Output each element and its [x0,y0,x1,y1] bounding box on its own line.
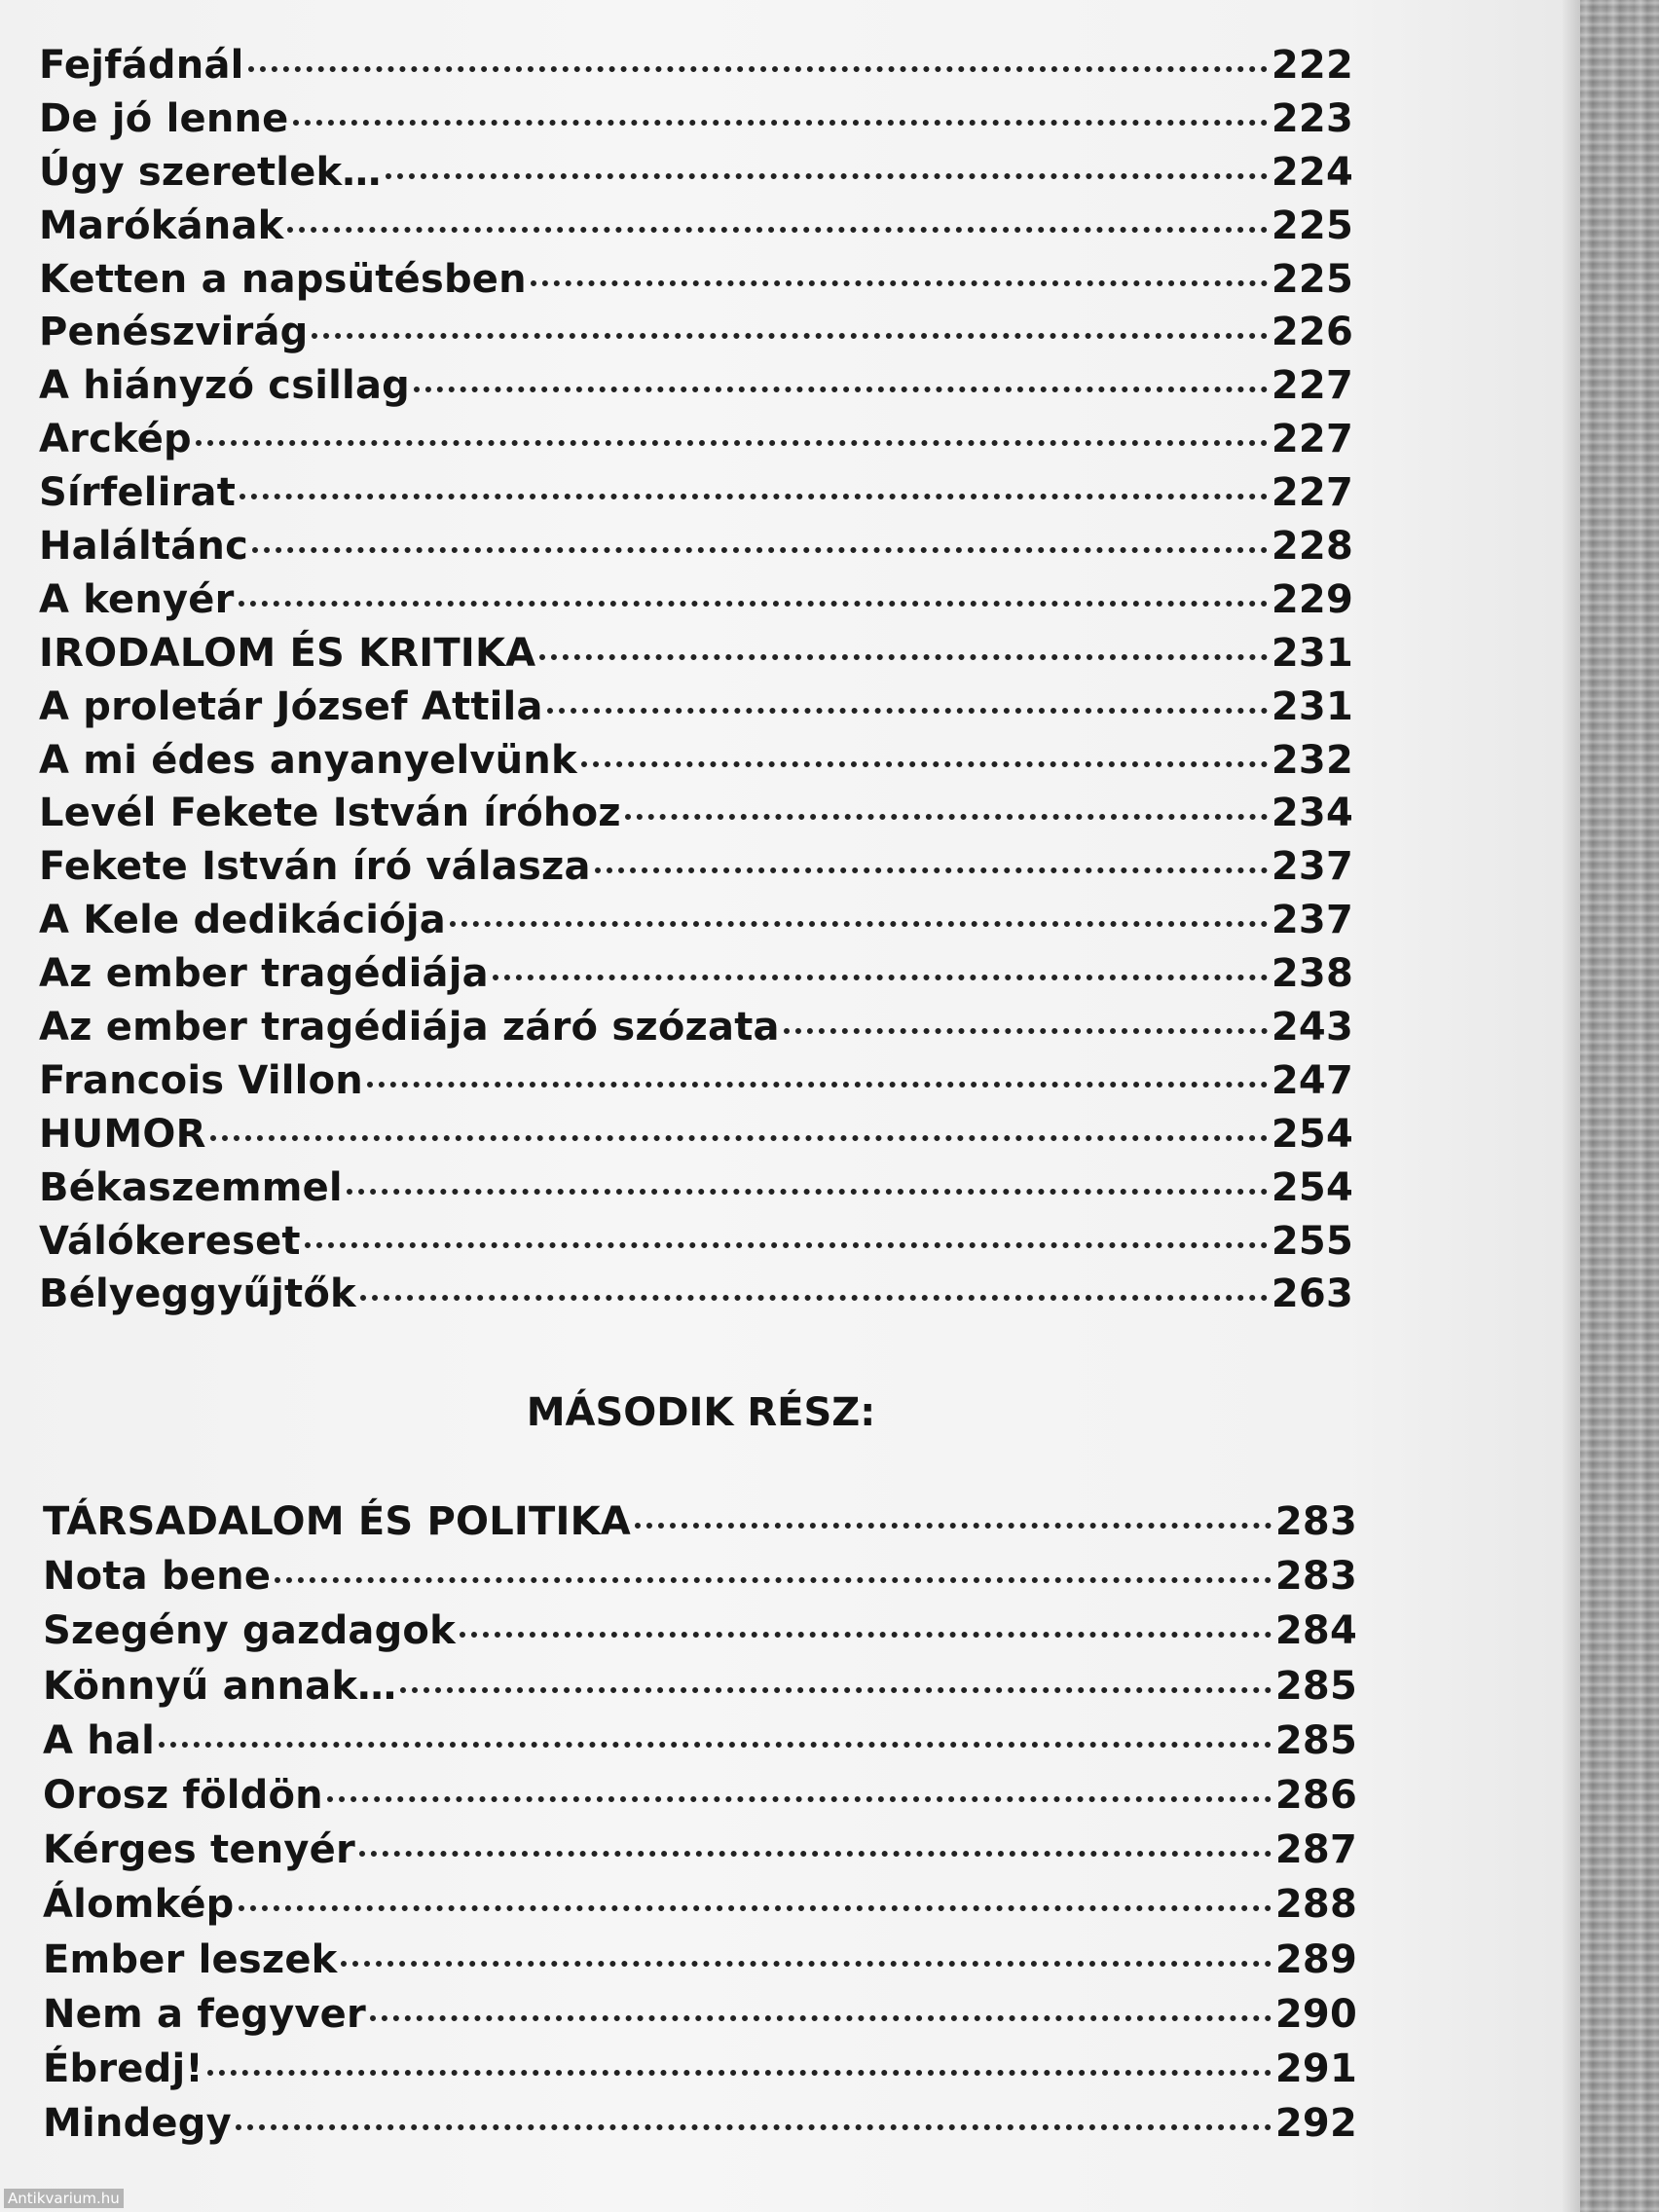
dot-leader [347,1189,1268,1195]
dot-leader [305,1242,1268,1248]
toc-entry-page-number: 286 [1274,1772,1357,1818]
toc-entry-title: HUMOR [39,1111,206,1157]
toc-entry-page-number: 224 [1271,149,1353,195]
toc-entry [39,1005,1353,1058]
toc-entry [43,1608,1357,1663]
toc-entry [39,96,1353,150]
table-of-contents-part-two [43,1499,1357,2156]
dot-leader [625,814,1268,820]
toc-entry-title: A proletár József Attila [39,683,543,729]
toc-entry-page-number: 231 [1271,683,1353,729]
toc-entry [39,363,1353,417]
wooden-background [1580,0,1659,2212]
dot-leader [287,227,1267,233]
dot-leader [327,1796,1272,1802]
toc-entry [43,1882,1357,1936]
dot-leader [252,547,1268,553]
page-edge [1563,0,1580,2212]
toc-entry [39,43,1353,96]
toc-entry-title: A hal [43,1717,156,1763]
toc-entry [39,1165,1353,1219]
dot-leader [236,2124,1272,2130]
table-of-contents-part-one [39,43,1353,1325]
dot-leader [359,1851,1272,1857]
dot-leader [581,761,1268,767]
toc-entry-page-number: 291 [1274,2046,1357,2091]
toc-entry [43,1827,1357,1882]
dot-leader [210,1135,1268,1141]
toc-entry-page-number: 228 [1271,524,1353,570]
toc-entry [39,310,1353,363]
toc-entry-page-number: 288 [1274,1882,1357,1928]
toc-entry-page-number: 232 [1271,737,1353,783]
dot-leader [275,1577,1272,1583]
dot-leader [248,66,1268,72]
toc-entry-page-number: 284 [1274,1608,1357,1654]
toc-entry-page-number: 238 [1271,951,1353,997]
dot-leader [239,601,1268,607]
toc-entry-title: Arckép [39,417,192,462]
toc-entry [39,203,1353,257]
toc-entry-title: Álomkép [43,1882,235,1928]
dot-leader [595,867,1268,873]
dot-leader [370,2015,1272,2021]
toc-entry-page-number: 225 [1271,203,1353,248]
toc-entry-page-number: 254 [1271,1164,1353,1210]
toc-entry-page-number: 234 [1271,791,1353,836]
dot-leader [341,1961,1271,1967]
toc-entry-page-number: 229 [1271,576,1353,622]
toc-entry-page-number: 243 [1271,1005,1353,1051]
toc-entry-title: Ébredj! [43,2046,203,2091]
toc-entry-page-number: 227 [1271,470,1353,516]
dot-leader [360,1295,1268,1301]
toc-entry [39,1112,1353,1165]
dot-leader [386,173,1268,179]
toc-entry-title: Sírfelirat [39,470,237,516]
toc-entry-title: De jó lenne [39,95,289,141]
dot-leader [414,387,1268,392]
toc-entry-page-number: 285 [1274,1663,1357,1709]
toc-entry [39,844,1353,898]
toc-entry-page-number: 225 [1271,256,1353,302]
toc-entry-page-number: 285 [1274,1717,1357,1763]
toc-entry [39,577,1353,631]
dot-leader [207,2070,1272,2076]
toc-entry-title: Szegény gazdagok [43,1608,456,1654]
toc-entry-page-number: 227 [1271,417,1353,462]
toc-entry-title: Úgy szeretlek… [39,149,382,195]
toc-entry-title: Az ember tragédiája záró szózata [39,1005,780,1051]
toc-entry [43,1664,1357,1718]
dot-leader [493,975,1268,980]
dot-leader [460,1632,1272,1638]
toc-entry-page-number: 283 [1274,1499,1357,1544]
toc-entry-page-number: 283 [1274,1554,1357,1600]
toc-entry-page-number: 292 [1274,2101,1357,2147]
toc-entry [39,1272,1353,1325]
toc-entry-title: Marókának [39,203,284,248]
toc-entry [43,2101,1357,2156]
toc-entry-title: Orosz földön [43,1772,323,1818]
toc-entry-title: Haláltánc [39,524,248,570]
toc-entry [39,631,1353,684]
toc-entry-page-number: 227 [1271,363,1353,409]
toc-entry [39,150,1353,203]
section-heading-part-two: MÁSODIK RÉSZ: [526,1390,876,1435]
toc-entry-page-number: 237 [1271,844,1353,890]
toc-entry-title: Levél Fekete István íróhoz [39,791,621,836]
toc-entry-title: Bélyeggyűjtők [39,1272,356,1317]
dot-leader [539,654,1268,660]
toc-entry-page-number: 223 [1271,95,1353,141]
toc-entry-page-number: 237 [1271,898,1353,943]
toc-entry-page-number: 290 [1274,1991,1357,2037]
dot-leader [239,1905,1272,1911]
toc-entry-title: Az ember tragédiája [39,951,489,997]
toc-entry [43,1992,1357,2046]
dot-leader [312,333,1267,339]
watermark: Antikvarium.hu [4,2189,124,2208]
dot-leader [159,1742,1272,1748]
toc-entry-page-number: 222 [1271,43,1353,88]
dot-leader [450,921,1268,927]
dot-leader [367,1082,1268,1088]
toc-entry-title: TÁRSADALOM ÉS POLITIKA [43,1499,631,1544]
toc-entry [39,898,1353,951]
toc-entry [43,1773,1357,1827]
toc-entry [39,1058,1353,1112]
toc-entry [39,257,1353,311]
toc-entry [39,524,1353,577]
toc-entry-title: A Kele dedikációja [39,898,446,943]
toc-entry [39,951,1353,1005]
toc-entry-title: Kérges tenyér [43,1827,355,1873]
dot-leader [635,1523,1272,1529]
toc-entry [43,1937,1357,1992]
toc-entry-title: Fekete István író válasza [39,844,591,890]
toc-entry [39,738,1353,792]
toc-entry-title: Mindegy [43,2101,232,2147]
toc-entry-title: Francois Villon [39,1057,363,1103]
dot-leader [293,120,1268,126]
dot-leader [400,1687,1272,1693]
toc-entry-title: A hiányzó csillag [39,363,410,409]
toc-entry-title: Fejfádnál [39,43,244,88]
toc-entry-title: IRODALOM ÉS KRITIKA [39,630,536,676]
toc-entry-page-number: 289 [1274,1936,1357,1982]
toc-entry-page-number: 254 [1271,1111,1353,1157]
toc-entry-title: A kenyér [39,576,235,622]
dot-leader [547,708,1268,714]
toc-entry [39,684,1353,738]
toc-entry [43,1554,1357,1608]
toc-entry-page-number: 231 [1271,630,1353,676]
toc-entry-title: Könnyű annak… [43,1663,397,1709]
toc-entry-title: Nem a fegyver [43,1991,366,2037]
toc-entry-page-number: 247 [1271,1057,1353,1103]
toc-entry-title: Ketten a napsütésben [39,256,527,302]
toc-entry [39,1219,1353,1272]
toc-entry [43,1718,1357,1773]
toc-entry-title: Penészvirág [39,310,309,355]
toc-entry [43,1499,1357,1554]
dot-leader [531,280,1268,286]
toc-entry-page-number: 287 [1274,1827,1357,1873]
toc-entry-title: Válókereset [39,1218,301,1264]
toc-entry-title: Nota bene [43,1554,272,1600]
toc-entry [39,417,1353,470]
toc-entry [43,2046,1357,2101]
dot-leader [784,1028,1268,1034]
dot-leader [240,494,1268,499]
toc-entry-page-number: 226 [1271,310,1353,355]
toc-entry [39,791,1353,844]
toc-entry-title: Békaszemmel [39,1164,343,1210]
toc-entry-page-number: 263 [1271,1272,1353,1317]
toc-entry-page-number: 255 [1271,1218,1353,1264]
toc-entry-title: Ember leszek [43,1936,338,1982]
toc-entry-title: A mi édes anyanyelvünk [39,737,577,783]
toc-entry [39,470,1353,524]
dot-leader [196,440,1268,446]
